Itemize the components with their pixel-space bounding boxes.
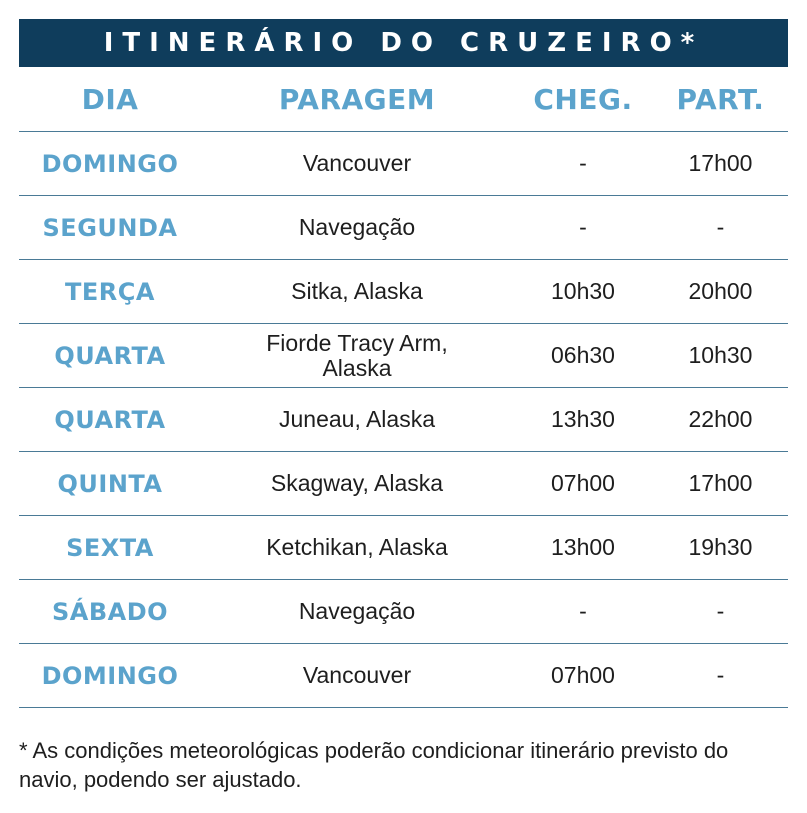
arrival-cell: - [579,214,587,240]
table-row [19,644,788,708]
day-cell: SEGUNDA [42,213,178,242]
day-cell: TERÇA [65,277,155,306]
day-cell: QUINTA [57,469,163,498]
stop-cell: Navegação [298,598,416,624]
itinerary-title: ITINERÁRIO DO CRUZEIRO* [19,19,788,67]
table-row [19,196,788,260]
column-header-stop: PARAGEM [278,82,436,116]
day-cell: QUARTA [54,341,166,370]
itinerary-table [19,67,788,708]
table-row [19,260,788,324]
stop-cell: Fiorde Tracy Arm, Alaska [266,329,448,381]
footnote: * As condições meteorológicas poderão condicionar itinerário previsto do navio, podendo ser ajustado. [19,738,729,792]
table-header-row [19,67,788,132]
table-row [19,452,788,516]
day-cell: QUARTA [54,405,166,434]
arrival-cell: - [579,150,587,176]
table-row [19,324,788,388]
table-row [19,388,788,452]
column-header-day: DIA [81,82,139,116]
departure-cell: - [716,598,725,624]
stop-cell: Juneau, Alaska [278,406,435,432]
departure-cell: 19h30 [688,534,753,560]
arrival-cell: 13h30 [551,406,615,432]
stop-cell: Skagway, Alaska [270,470,444,496]
column-header-arrival: CHEG. [533,82,633,116]
arrival-cell: 07h00 [551,470,615,496]
stop-cell: Ketchikan, Alaska [266,534,448,560]
day-cell: DOMINGO [41,149,179,178]
departure-cell: 17h00 [688,150,753,176]
stop-cell: Navegação [298,214,416,240]
arrival-cell: 06h30 [551,342,615,368]
stop-cell: Vancouver [302,150,412,176]
departure-cell: 17h00 [688,470,753,496]
arrival-cell: 10h30 [551,278,615,304]
departure-cell: 10h30 [688,342,753,368]
arrival-cell: - [579,598,587,624]
stop-cell: Sitka, Alaska [291,278,423,304]
arrival-cell: 07h00 [551,662,615,688]
departure-cell: 22h00 [688,406,753,432]
day-cell: SÁBADO [51,597,169,626]
departure-cell: 20h00 [688,278,753,304]
day-cell: DOMINGO [41,661,179,690]
column-header-departure: PART. [676,82,765,116]
departure-cell: - [716,662,725,688]
stop-cell: Vancouver [302,662,412,688]
arrival-cell: 13h00 [551,534,615,560]
table-row [19,580,788,644]
day-cell: SEXTA [66,533,154,562]
table-row [19,132,788,196]
table-row [19,516,788,580]
departure-cell: - [716,214,725,240]
